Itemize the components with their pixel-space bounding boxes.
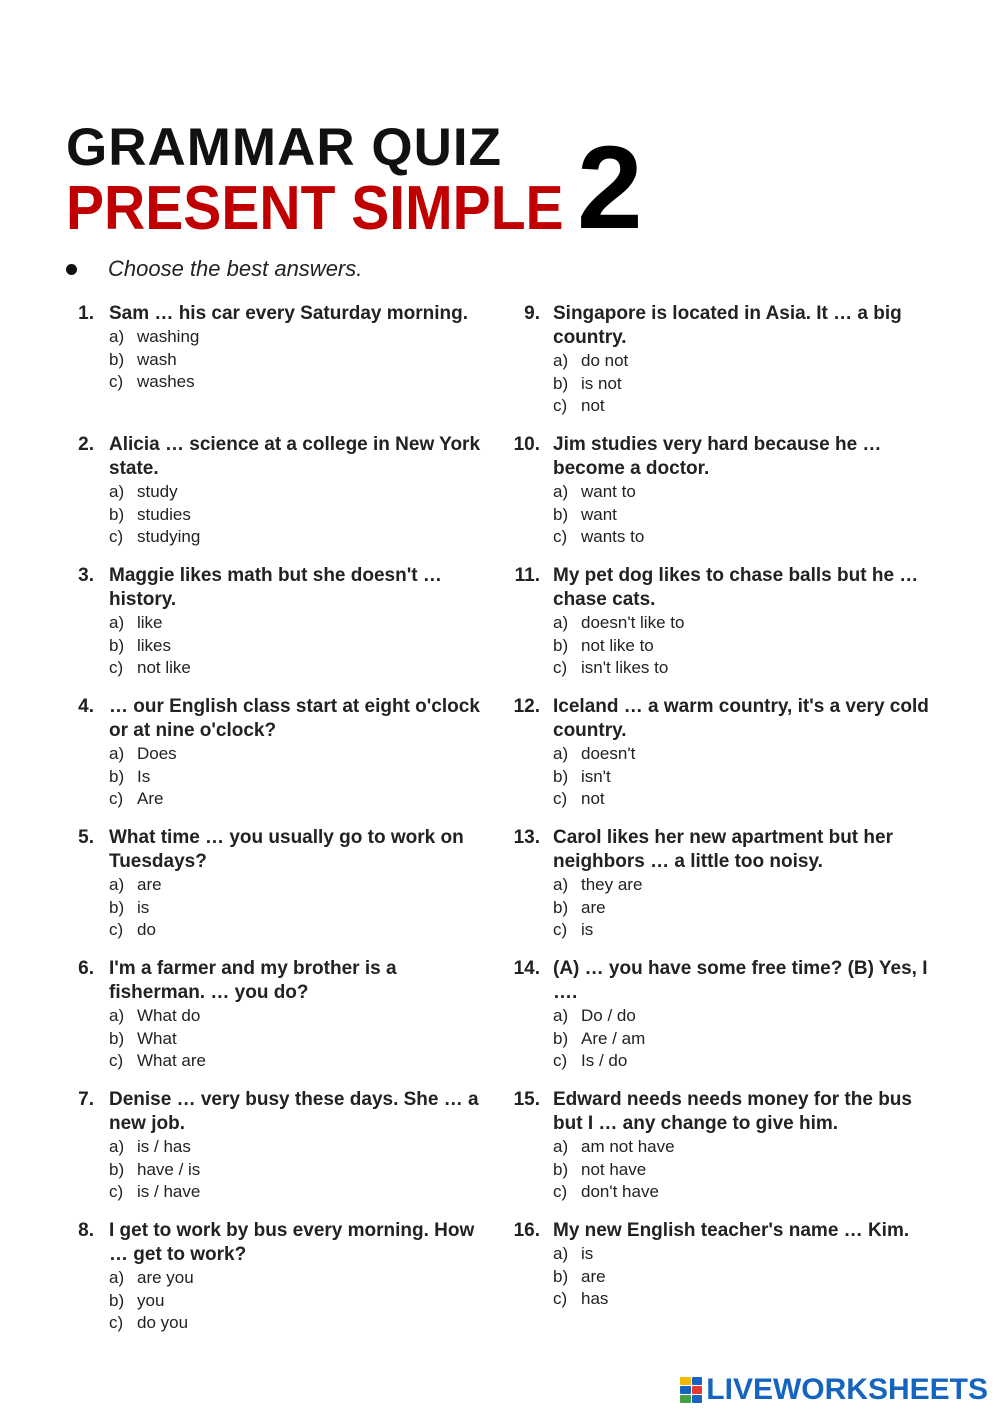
option-text: doesn't like to (581, 613, 685, 632)
question-item (510, 957, 950, 1088)
question-number: 12. (513, 696, 540, 717)
option-text: What do (137, 1006, 201, 1025)
option-text: What (137, 1028, 177, 1048)
answer-options (109, 1267, 506, 1335)
option-text: is not (581, 373, 622, 393)
option-text: is / have (137, 1182, 201, 1201)
quiz-subtitle: PRESENT SIMPLE (66, 174, 564, 243)
answer-options (553, 1136, 950, 1204)
option-text: not (581, 396, 605, 415)
answer-option[interactable] (553, 395, 950, 418)
option-letter: c) (109, 527, 124, 546)
option-letter: a) (109, 744, 125, 763)
question-number: 6. (78, 958, 94, 979)
question-text: Denise … very busy these days. She … a new job. (109, 1089, 479, 1134)
question-text: Maggie likes math but she doesn't … history. (109, 565, 442, 610)
answer-option[interactable] (109, 349, 506, 372)
option-letter: b) (553, 1159, 569, 1179)
answer-option[interactable] (553, 373, 950, 396)
answer-options (109, 1005, 506, 1073)
question-item (66, 826, 506, 957)
answer-options (109, 874, 506, 942)
question-number: 11. (514, 565, 540, 586)
question-item (510, 826, 950, 957)
option-letter: a) (109, 875, 125, 894)
option-letter: c) (553, 789, 568, 808)
option-text: am not have (581, 1137, 675, 1156)
answer-option[interactable] (109, 1312, 506, 1335)
liveworksheets-logo[interactable] (680, 1374, 988, 1406)
question-number: 7. (78, 1089, 94, 1110)
option-text: study (137, 482, 178, 501)
option-letter: c) (553, 1051, 568, 1070)
option-letter: a) (109, 327, 125, 346)
answer-option[interactable] (553, 635, 950, 658)
option-text: they are (581, 875, 643, 894)
answer-option[interactable] (109, 874, 506, 897)
answer-option[interactable] (109, 1159, 506, 1182)
question-item (66, 564, 506, 695)
questions-column-left (66, 302, 506, 1350)
answer-option[interactable] (553, 1288, 950, 1311)
option-letter: b) (553, 897, 569, 917)
option-text: is (581, 1244, 594, 1263)
option-letter: a) (553, 744, 569, 763)
answer-options (553, 1243, 950, 1311)
quiz-title: GRAMMAR QUIZ (66, 118, 502, 177)
option-text: Do / do (581, 1006, 636, 1025)
answer-option[interactable] (553, 657, 950, 680)
question-number: 9. (524, 303, 540, 324)
option-text: are (137, 875, 162, 894)
answer-options (553, 743, 950, 811)
option-letter: a) (109, 613, 125, 632)
option-text: not like to (581, 635, 654, 655)
option-letter: c) (109, 1182, 124, 1201)
answer-option[interactable] (109, 766, 506, 789)
answer-option[interactable] (553, 1050, 950, 1073)
option-text: not have (581, 1159, 647, 1179)
question-item (510, 433, 950, 564)
answer-option[interactable] (109, 657, 506, 680)
option-letter: b) (553, 1028, 569, 1048)
option-letter: b) (109, 766, 125, 786)
option-letter: a) (109, 482, 125, 501)
question-number: 10. (513, 434, 540, 455)
question-item (66, 302, 506, 433)
question-text: Jim studies very hard because he … become a doctor. (553, 434, 882, 479)
answer-options (109, 481, 506, 549)
answer-options (553, 612, 950, 680)
answer-option[interactable] (553, 350, 950, 373)
answer-option[interactable] (109, 1290, 506, 1313)
question-number: 14. (513, 958, 540, 979)
option-letter: b) (109, 504, 125, 524)
question-number: 15. (513, 1089, 540, 1110)
option-letter: c) (109, 658, 124, 677)
option-letter: a) (109, 1137, 125, 1156)
question-number: 3. (78, 565, 94, 586)
option-text: is / has (137, 1137, 191, 1156)
option-text: wants to (581, 527, 645, 546)
option-text: Are (137, 789, 164, 808)
option-text: wash (137, 349, 177, 369)
option-letter: a) (553, 351, 569, 370)
option-text: do (137, 920, 156, 939)
option-letter: a) (553, 875, 569, 894)
option-text: are (581, 1266, 606, 1286)
option-text: washes (137, 372, 195, 391)
option-letter: b) (109, 1028, 125, 1048)
quiz-number: 2 (577, 122, 643, 254)
answer-option[interactable] (553, 766, 950, 789)
answer-options (553, 481, 950, 549)
question-item (66, 695, 506, 826)
question-item (510, 695, 950, 826)
option-letter: b) (109, 1290, 125, 1310)
answer-option[interactable] (553, 1028, 950, 1051)
question-text: What time … you usually go to work on Tuesdays? (109, 827, 464, 872)
answer-option[interactable] (109, 1267, 506, 1290)
question-text: Alicia … science at a college in New York state. (109, 434, 481, 479)
option-letter: a) (109, 1006, 125, 1025)
answer-option[interactable] (553, 612, 950, 635)
option-letter: c) (109, 920, 124, 939)
question-text: … our English class start at eight o'clock or at nine o'clock? (109, 696, 480, 741)
option-letter: b) (553, 766, 569, 786)
option-letter: b) (553, 373, 569, 393)
question-number: 5. (78, 827, 94, 848)
answer-option[interactable] (553, 1005, 950, 1028)
answer-option[interactable] (109, 326, 506, 349)
bullet-icon (66, 264, 77, 275)
answer-option[interactable] (553, 919, 950, 942)
answer-options (553, 350, 950, 418)
answer-option[interactable] (553, 504, 950, 527)
option-text: want (581, 504, 617, 524)
option-text: isn't likes to (581, 658, 669, 677)
answer-option[interactable] (553, 874, 950, 897)
question-text: I'm a farmer and my brother is a fisherman. … you do? (109, 958, 397, 1003)
option-letter: c) (553, 527, 568, 546)
answer-option[interactable] (553, 743, 950, 766)
option-letter: a) (553, 1006, 569, 1025)
option-text: want to (581, 482, 636, 501)
option-text: Does (137, 744, 177, 763)
option-text: is (581, 920, 594, 939)
question-item (66, 433, 506, 564)
answer-option[interactable] (109, 612, 506, 635)
option-letter: b) (553, 635, 569, 655)
answer-option[interactable] (553, 1243, 950, 1266)
answer-option[interactable] (553, 1266, 950, 1289)
question-item (510, 1219, 950, 1350)
answer-option[interactable] (109, 635, 506, 658)
option-text: washing (137, 327, 200, 346)
option-letter: c) (109, 1313, 124, 1332)
option-letter: c) (553, 658, 568, 677)
option-text: is (137, 897, 150, 917)
answer-options (109, 743, 506, 811)
question-item (66, 1088, 506, 1219)
question-item (510, 1088, 950, 1219)
answer-options (553, 1005, 950, 1073)
question-text: My pet dog likes to chase balls but he … chase cats. (553, 565, 919, 610)
option-letter: a) (553, 482, 569, 501)
answer-option[interactable] (109, 1005, 506, 1028)
answer-option[interactable] (109, 743, 506, 766)
logo-text: LIVEWORKSHEETS (706, 1373, 988, 1406)
option-text: not like (137, 658, 191, 677)
option-text: do you (137, 1313, 189, 1332)
option-letter: b) (109, 1159, 125, 1179)
answer-options (109, 326, 506, 394)
option-letter: c) (109, 789, 124, 808)
option-letter: b) (109, 897, 125, 917)
answer-option[interactable] (109, 788, 506, 811)
question-number: 13. (513, 827, 540, 848)
option-text: Are / am (581, 1028, 646, 1048)
question-text: Singapore is located in Asia. It … a big country. (553, 303, 902, 348)
option-letter: a) (553, 1244, 569, 1263)
option-letter: b) (553, 504, 569, 524)
question-text: Iceland … a warm country, it's a very cold country. (553, 696, 929, 741)
question-number: 16. (513, 1220, 540, 1241)
option-letter: b) (109, 635, 125, 655)
option-letter: b) (109, 349, 125, 369)
question-text: Sam … his car every Saturday morning. (109, 303, 469, 324)
option-letter: c) (553, 396, 568, 415)
option-text: don't have (581, 1182, 659, 1201)
option-text: studying (137, 527, 201, 546)
option-text: do not (581, 351, 629, 370)
answer-option[interactable] (553, 526, 950, 549)
question-text: (A) … you have some free time? (B) Yes, I …. (553, 958, 928, 1003)
question-number: 4. (78, 696, 94, 717)
question-number: 2. (78, 434, 94, 455)
option-text: you (137, 1290, 165, 1310)
option-letter: a) (553, 613, 569, 632)
answer-option[interactable] (109, 919, 506, 942)
question-text: I get to work by bus every morning. How … get to work? (109, 1220, 475, 1265)
answer-option[interactable] (109, 1050, 506, 1073)
answer-option[interactable] (553, 897, 950, 920)
option-letter: c) (109, 372, 124, 391)
answer-options (109, 1136, 506, 1204)
question-number: 1. (78, 303, 94, 324)
answer-option[interactable] (109, 1028, 506, 1051)
option-letter: c) (553, 920, 568, 939)
question-text: Edward needs needs money for the bus but I … any change to give him. (553, 1089, 912, 1134)
option-letter: a) (553, 1137, 569, 1156)
liveworksheets-logo-icon (680, 1377, 702, 1403)
answer-options (553, 874, 950, 942)
instruction-text: Choose the best answers. (108, 256, 363, 281)
option-letter: b) (553, 1266, 569, 1286)
questions-column-right (510, 302, 950, 1350)
question-text: My new English teacher's name … Kim. (553, 1220, 910, 1241)
option-letter: c) (109, 1051, 124, 1070)
option-letter: c) (553, 1289, 568, 1308)
question-item (510, 564, 950, 695)
answer-option[interactable] (553, 788, 950, 811)
option-letter: a) (109, 1268, 125, 1287)
option-text: Is / do (581, 1051, 628, 1070)
question-item (66, 1219, 506, 1350)
answer-option[interactable] (109, 1136, 506, 1159)
option-text: not (581, 789, 605, 808)
option-text: What are (137, 1051, 206, 1070)
question-number: 8. (78, 1220, 94, 1241)
answer-option[interactable] (553, 1181, 950, 1204)
answer-option[interactable] (109, 526, 506, 549)
option-text: likes (137, 635, 172, 655)
answer-option[interactable] (553, 481, 950, 504)
answer-option[interactable] (553, 1136, 950, 1159)
option-text: like (137, 613, 163, 632)
answer-option[interactable] (109, 1181, 506, 1204)
answer-option[interactable] (109, 504, 506, 527)
question-text: Carol likes her new apartment but her neighbors … a little too noisy. (553, 827, 893, 872)
option-letter: c) (553, 1182, 568, 1201)
option-text: have / is (137, 1159, 201, 1179)
option-text: Is (137, 766, 151, 786)
question-item (66, 957, 506, 1088)
answer-option[interactable] (109, 371, 506, 394)
option-text: are you (137, 1268, 194, 1287)
question-item (510, 302, 950, 433)
option-text: are (581, 897, 606, 917)
option-text: isn't (581, 766, 611, 786)
answer-option[interactable] (109, 481, 506, 504)
answer-options (109, 612, 506, 680)
answer-option[interactable] (109, 897, 506, 920)
option-text: has (581, 1289, 609, 1308)
answer-option[interactable] (553, 1159, 950, 1182)
option-text: doesn't (581, 744, 636, 763)
option-text: studies (137, 504, 191, 524)
